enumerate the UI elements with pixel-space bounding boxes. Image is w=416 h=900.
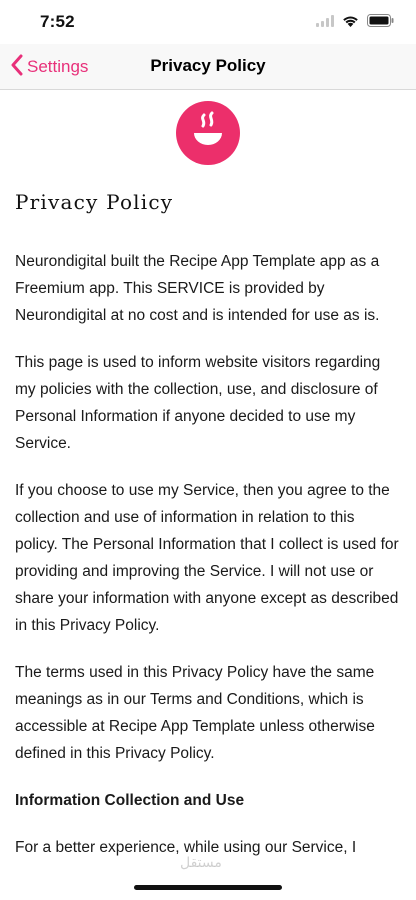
policy-paragraph: If you choose to use my Service, then you agree to the collection and use of information in relation to this policy. The Personal Information that I collect is used for providing and improving the Service. I will not use or share your information with anyone except as described in this Privacy Policy. xyxy=(15,482,399,634)
home-indicator xyxy=(134,885,282,890)
wifi-icon xyxy=(342,14,359,32)
status-bar xyxy=(0,0,416,44)
section-paragraph: For a better experience, while using our Service, I xyxy=(15,839,357,856)
status-time: 7:52 xyxy=(40,12,75,31)
document-heading: Privacy Policy xyxy=(15,190,174,214)
policy-paragraph: Neurondigital built the Recipe App Template app as a Freemium app. This SERVICE is provided by Neurondigital at no cost and is intended for use as is. xyxy=(15,253,380,324)
app-logo-icon xyxy=(176,101,240,165)
policy-content xyxy=(15,248,400,881)
back-label: Settings xyxy=(27,57,89,76)
nav-title: Privacy Policy xyxy=(150,56,266,75)
signal-icon xyxy=(316,14,334,32)
section-heading: Information Collection and Use xyxy=(15,792,245,809)
battery-icon xyxy=(367,14,394,32)
policy-paragraph: The terms used in this Privacy Policy have the same meanings as in our Terms and Conditions, which is accessible at Recipe App Template unless otherwise defined in this Privacy Policy. xyxy=(15,664,375,762)
policy-paragraph: This page is used to inform website visitors regarding my policies with the collection, use, and disclosure of Personal Information if anyone decided to use my Service. xyxy=(15,354,381,452)
navigation-bar xyxy=(0,44,416,90)
status-icons xyxy=(316,14,394,32)
watermark: مستقل xyxy=(180,855,222,871)
